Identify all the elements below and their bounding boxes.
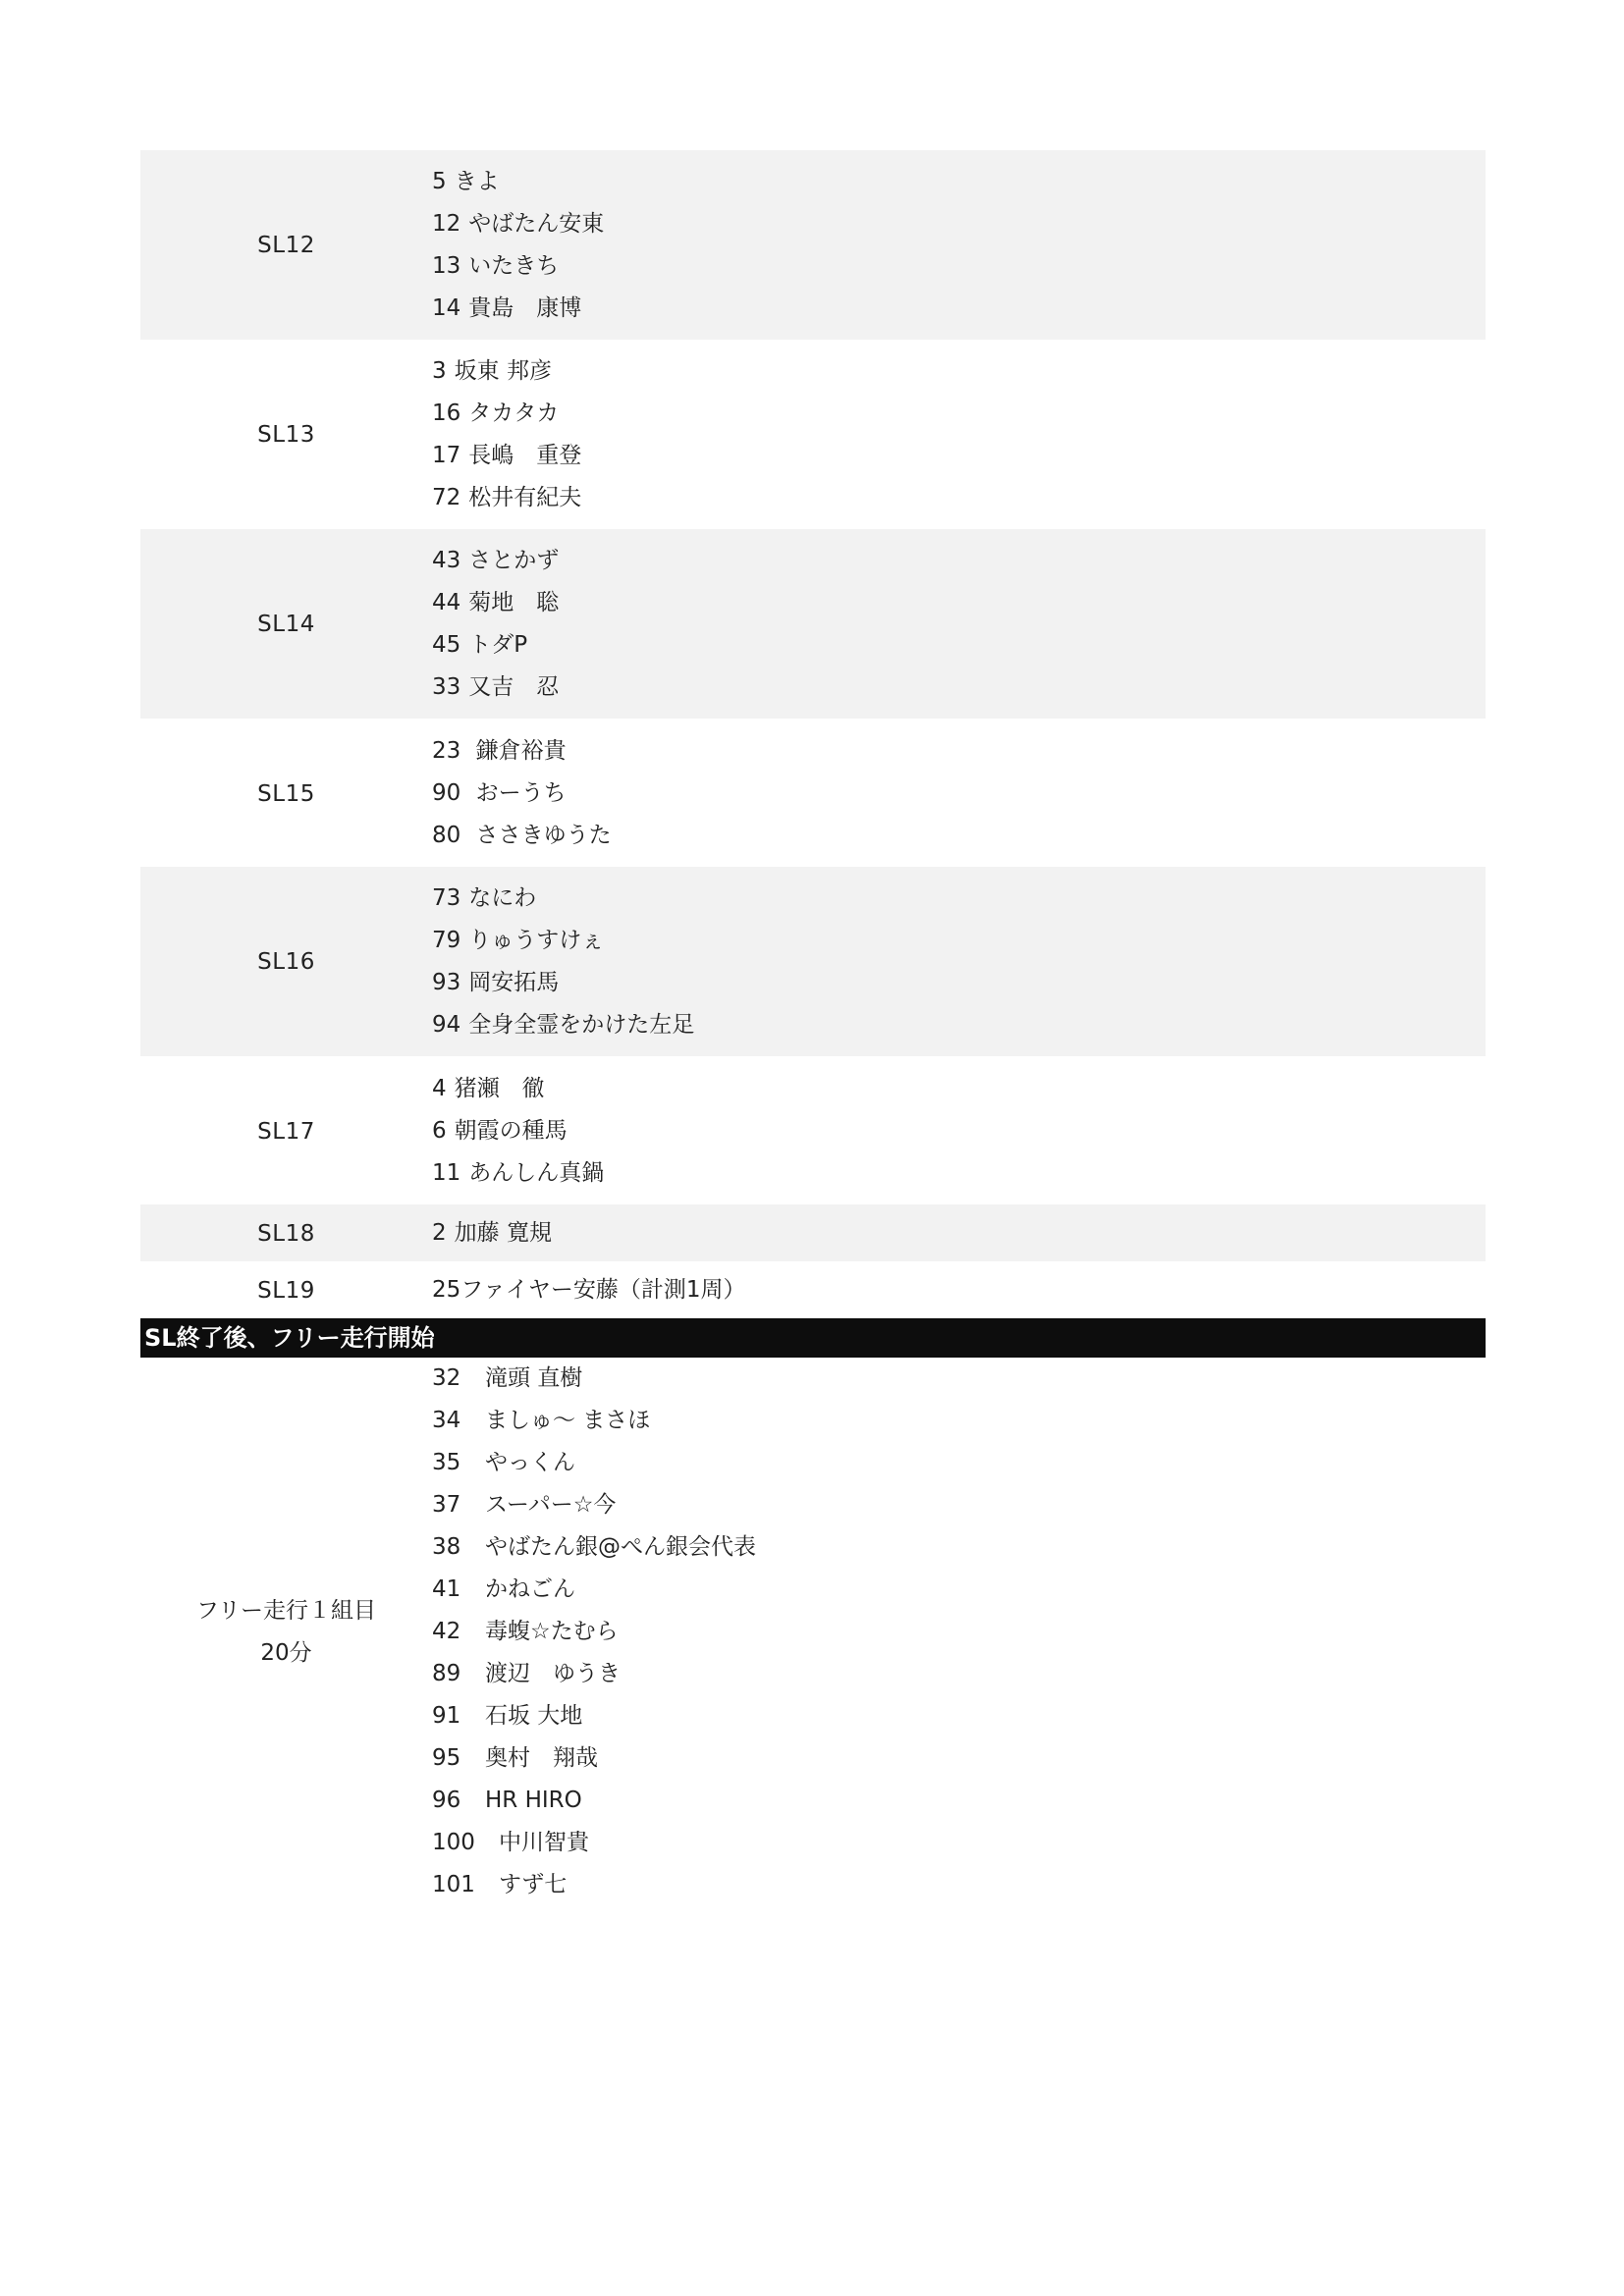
driver-name: スーパー☆今 [485, 1492, 617, 1518]
session-entries [432, 730, 1486, 857]
driver-name: やばたん銀@ぺん銀会代表 [485, 1534, 756, 1560]
driver-name: なにわ [468, 885, 537, 911]
session-entries [432, 1212, 1486, 1255]
session-entries [432, 878, 1486, 1046]
entry-line [432, 245, 1486, 288]
session-entries [432, 161, 1486, 330]
session-label: SL12 [257, 233, 315, 258]
driver-name: 猪瀬 徹 [454, 1076, 545, 1101]
session-entries [432, 1269, 1486, 1311]
session-label: SL15 [257, 780, 315, 807]
entry-line [432, 1695, 1486, 1737]
driver-name: 鎌倉裕貴 [468, 738, 567, 764]
driver-name: きよ [454, 169, 500, 194]
entry-line [432, 962, 1486, 1004]
driver-name: 加藤 寛規 [454, 1220, 552, 1246]
entry-line [432, 1269, 1486, 1311]
session-row [140, 340, 1486, 529]
car-number: 35 [432, 1450, 461, 1475]
driver-name: 坂東 邦彦 [454, 358, 552, 384]
car-number: 12 [432, 211, 461, 237]
car-number: 5 [432, 169, 447, 194]
entry-line [432, 1864, 1486, 1906]
car-number: 14 [432, 295, 461, 321]
car-number: 42 [432, 1619, 461, 1644]
entry-line [432, 730, 1486, 773]
session-label: SL13 [257, 422, 315, 448]
driver-name: かねごん [485, 1576, 575, 1602]
driver-name: いたきち [468, 253, 560, 279]
car-number: 41 [432, 1576, 461, 1602]
driver-name: おーうち [468, 780, 567, 806]
driver-name: やっくん [485, 1450, 575, 1475]
driver-name: りゅうすけぇ [468, 928, 605, 953]
entry-line [432, 540, 1486, 582]
entry-line [432, 435, 1486, 477]
car-number: 4 [432, 1076, 447, 1101]
session-label: SL18 [257, 1220, 315, 1247]
car-number: 2 [432, 1220, 447, 1246]
entry-line [432, 624, 1486, 667]
session-label: SL19 [257, 1277, 315, 1304]
car-number: 96 [432, 1788, 461, 1813]
session-label: SL16 [257, 949, 315, 975]
driver-name: 全身全霊をかけた左足 [468, 1012, 695, 1038]
driver-name: 滝頭 直樹 [485, 1365, 583, 1391]
car-number: 94 [432, 1012, 461, 1038]
entry-line [432, 920, 1486, 962]
entry-line [432, 1110, 1486, 1152]
session-entries [432, 350, 1486, 519]
car-number: 45 [432, 632, 461, 658]
entry-line [432, 1068, 1486, 1110]
driver-name: トダP [468, 632, 528, 658]
entry-line [432, 1484, 1486, 1526]
driver-name: 岡安拓馬 [468, 970, 560, 995]
entry-line [432, 815, 1486, 857]
session-row [140, 529, 1486, 719]
driver-name: さとかず [468, 548, 560, 573]
entry-line [432, 1400, 1486, 1442]
driver-name: あんしん真鍋 [468, 1160, 605, 1186]
session-label: SL17 [257, 1118, 315, 1145]
entry-line [432, 1152, 1486, 1195]
session-list [140, 150, 1486, 1318]
car-number: 43 [432, 548, 461, 573]
entry-line [432, 477, 1486, 519]
car-number: 23 [432, 738, 461, 764]
session-label: SL14 [257, 612, 315, 637]
entry-line [432, 161, 1486, 203]
car-number: 89 [432, 1661, 461, 1686]
driver-name: ささきゆうた [468, 823, 612, 848]
entry-line [432, 393, 1486, 435]
free-run-label-line1: フリー走行１組目 [195, 1597, 377, 1624]
car-number: 95 [432, 1745, 461, 1771]
driver-name: 奥村 翔哉 [485, 1745, 598, 1771]
car-number: 3 [432, 358, 447, 384]
car-number: 100 [432, 1830, 475, 1855]
entry-line [432, 878, 1486, 920]
car-number: 32 [432, 1365, 461, 1391]
session-row [140, 150, 1486, 340]
driver-name: ファイヤー安藤（計測1周） [460, 1277, 746, 1303]
car-number: 25 [432, 1277, 461, 1303]
entry-line [432, 350, 1486, 393]
car-number: 38 [432, 1534, 461, 1560]
driver-name: 朝霞の種馬 [454, 1118, 568, 1144]
section-header: SL終了後、フリー走行開始 [140, 1318, 1486, 1358]
entry-line [432, 1212, 1486, 1255]
entry-line [432, 667, 1486, 709]
entry-line [432, 1526, 1486, 1569]
driver-name: HR HIRO [485, 1788, 582, 1813]
session-row [140, 1261, 1486, 1318]
session-row [140, 1204, 1486, 1261]
car-number: 90 [432, 780, 461, 806]
driver-name: 毒蝮☆たむら [485, 1619, 619, 1644]
car-number: 16 [432, 400, 461, 426]
schedule-table [140, 150, 1486, 1906]
car-number: 44 [432, 590, 461, 615]
driver-name: すず七 [499, 1872, 568, 1897]
driver-name: 石坂 大地 [485, 1703, 583, 1729]
entry-line [432, 1822, 1486, 1864]
entry-line [432, 203, 1486, 245]
entry-line [432, 1737, 1486, 1780]
entry-line [432, 1004, 1486, 1046]
car-number: 34 [432, 1408, 461, 1433]
car-number: 6 [432, 1118, 447, 1144]
driver-name: 菊地 聡 [468, 590, 560, 615]
driver-name: タカタカ [468, 400, 560, 426]
free-run-label-line2: 20分 [260, 1639, 312, 1666]
car-number: 73 [432, 885, 461, 911]
car-number: 37 [432, 1492, 461, 1518]
free-run-block [140, 1358, 1486, 1906]
entry-line [432, 773, 1486, 815]
driver-name: ましゅ～ まさほ [485, 1408, 651, 1433]
entry-line [432, 1653, 1486, 1695]
driver-name: 渡辺 ゆうき [485, 1661, 621, 1686]
entry-line [432, 1611, 1486, 1653]
entry-line [432, 288, 1486, 330]
driver-name: やばたん安東 [468, 211, 605, 237]
car-number: 72 [432, 485, 461, 510]
car-number: 101 [432, 1872, 475, 1897]
session-row [140, 867, 1486, 1056]
car-number: 13 [432, 253, 461, 279]
driver-name: 長嶋 重登 [468, 443, 582, 468]
session-entries [432, 1068, 1486, 1195]
session-row [140, 719, 1486, 867]
car-number: 80 [432, 823, 461, 848]
driver-name: 松井有紀夫 [468, 485, 582, 510]
car-number: 79 [432, 928, 461, 953]
car-number: 33 [432, 674, 461, 700]
car-number: 93 [432, 970, 461, 995]
driver-name: 貴島 康博 [468, 295, 582, 321]
entry-line [432, 1442, 1486, 1484]
entry-line [432, 582, 1486, 624]
driver-name: 中川智貴 [499, 1830, 589, 1855]
free-run-label [140, 1590, 432, 1675]
free-run-entries [432, 1358, 1486, 1906]
driver-name: 又吉 忍 [468, 674, 560, 700]
session-entries [432, 540, 1486, 709]
car-number: 11 [432, 1160, 461, 1186]
entry-line [432, 1358, 1486, 1400]
entry-line [432, 1780, 1486, 1822]
session-row [140, 1056, 1486, 1204]
car-number: 17 [432, 443, 461, 468]
car-number: 91 [432, 1703, 461, 1729]
entry-line [432, 1569, 1486, 1611]
